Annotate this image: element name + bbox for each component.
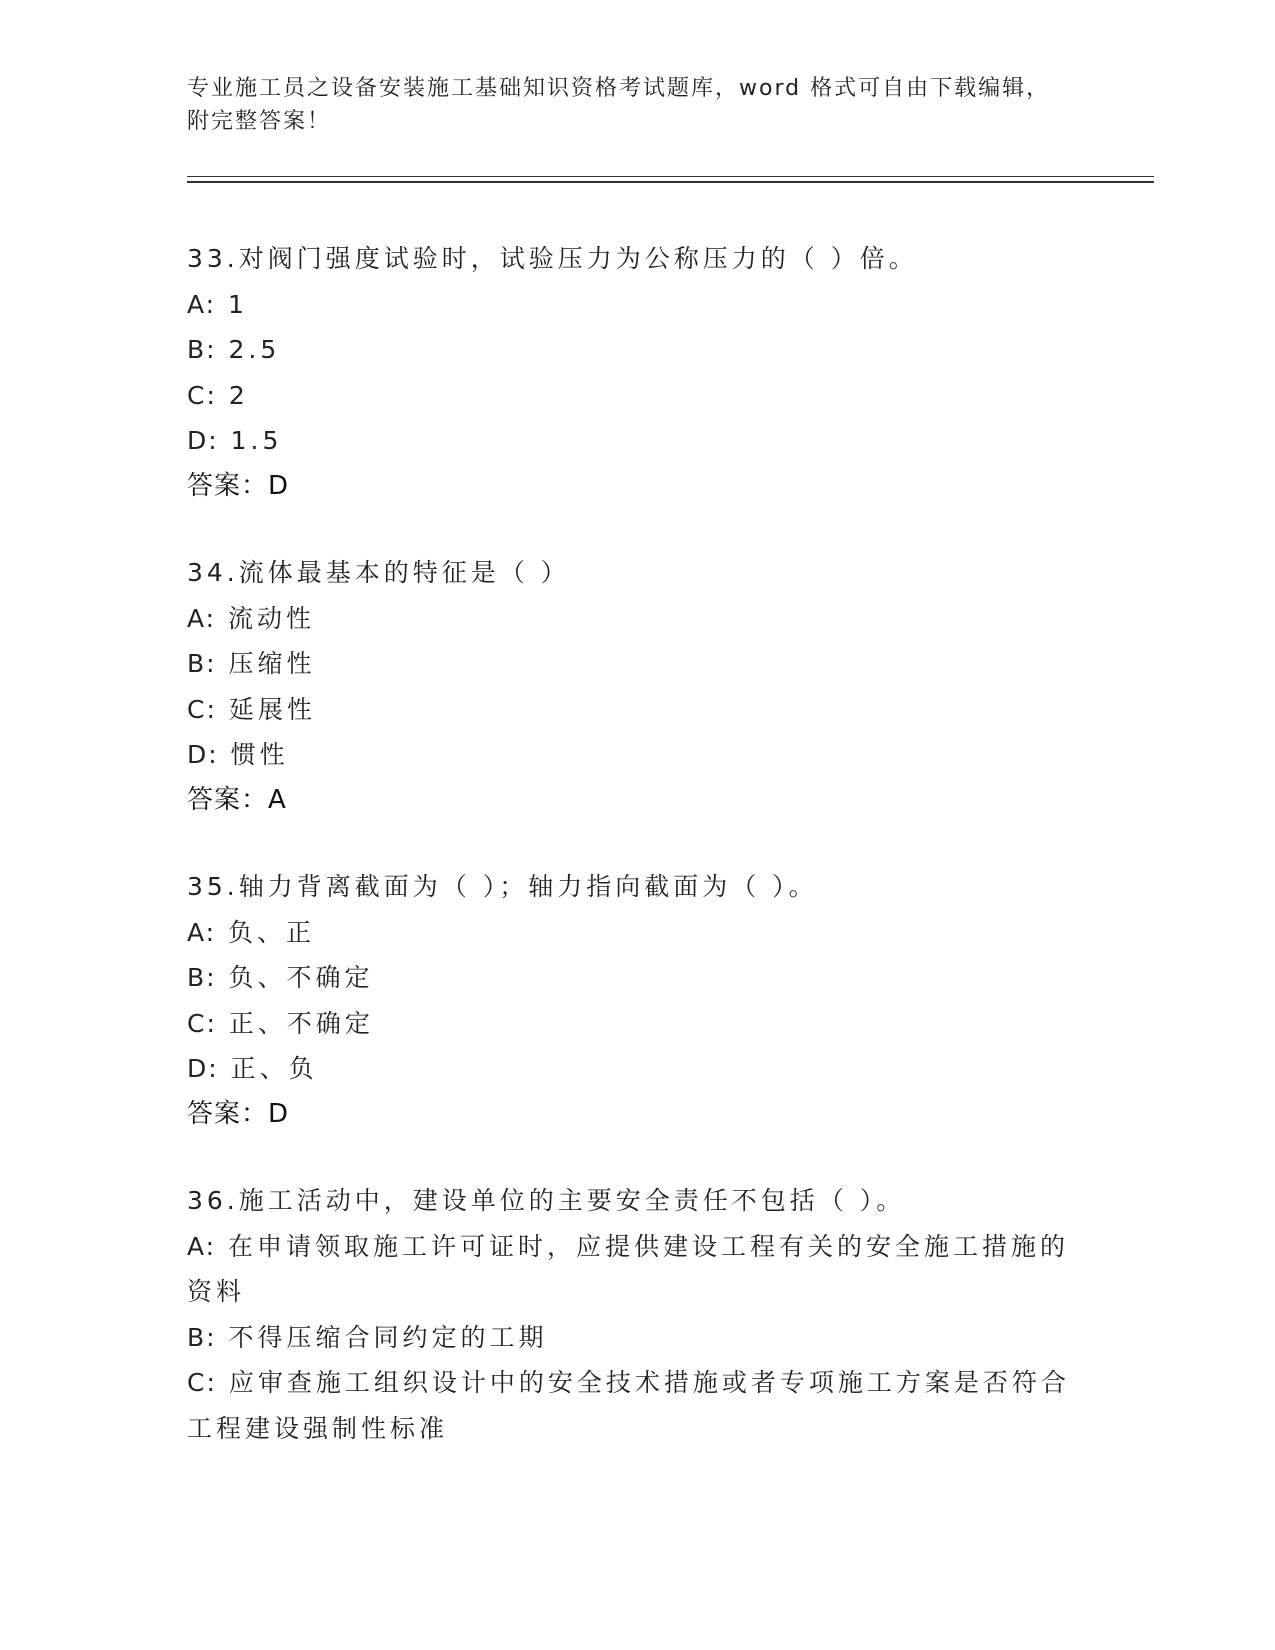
- answer-value: D: [268, 470, 290, 501]
- answer-value: A: [268, 784, 287, 815]
- option-key: D:: [187, 740, 219, 769]
- option-c: [187, 1360, 1087, 1451]
- option-a: [187, 1224, 1087, 1315]
- option-text: 流动性: [228, 603, 316, 633]
- question-title: 36.施工活动中，建设单位的主要安全责任不包括（ ）。: [187, 1186, 906, 1215]
- question-title: 33.对阀门强度试验时，试验压力为公称压力的（ ）倍。: [187, 244, 918, 273]
- option-text: 正、负: [230, 1054, 318, 1083]
- option-a: [187, 282, 1087, 328]
- question-list: [187, 236, 1087, 1492]
- header-rule-thin: [187, 176, 1154, 177]
- question-title: 34.流体最基本的特征是（ ）: [187, 558, 570, 587]
- option-text: 负、不确定: [228, 963, 374, 992]
- answer-label: 答案：: [187, 784, 269, 815]
- question-33: [187, 236, 1087, 509]
- question-35: [187, 864, 1087, 1137]
- option-b: [187, 1315, 1087, 1361]
- option-key: A:: [187, 289, 217, 319]
- option-key: C:: [187, 380, 217, 410]
- option-text: 1.5: [230, 426, 283, 455]
- answer-label: 答案：: [187, 1098, 269, 1129]
- answer-line: [187, 1092, 1087, 1138]
- option-a: [187, 596, 1087, 642]
- option-d: [187, 732, 1087, 778]
- question-34: [187, 550, 1087, 823]
- answer-line: [187, 778, 1087, 824]
- option-text: 负、正: [228, 917, 316, 947]
- answer-line: [187, 464, 1087, 510]
- option-a: [187, 910, 1087, 956]
- option-text: 不得压缩合同约定的工期: [228, 1322, 548, 1352]
- option-text: 2: [228, 380, 249, 410]
- option-key: C:: [187, 1368, 217, 1397]
- option-key: C:: [187, 694, 217, 724]
- option-key: B:: [187, 649, 217, 678]
- option-key: D:: [187, 1054, 219, 1083]
- answer-value: D: [268, 1098, 290, 1129]
- option-c: [187, 687, 1087, 733]
- option-b: [187, 327, 1087, 373]
- option-c: [187, 373, 1087, 419]
- option-key: B:: [187, 335, 217, 364]
- option-text: 应审查施工组织设计中的安全技术措施或者专项施工方案是否符合工程建设强制性标准: [187, 1368, 1070, 1443]
- option-d: [187, 418, 1087, 464]
- option-text: 延展性: [228, 694, 316, 724]
- option-text: 压缩性: [228, 649, 316, 678]
- option-d: [187, 1046, 1087, 1092]
- option-text: 1: [228, 289, 248, 319]
- header-rule-thick: [187, 181, 1154, 183]
- answer-label: 答案：: [187, 470, 269, 501]
- option-key: D:: [187, 426, 219, 455]
- header-line-1: 专业施工员之设备安装施工基础知识资格考试题库，word 格式可自由下载编辑，: [187, 76, 1051, 101]
- option-key: A:: [187, 603, 217, 633]
- option-b: [187, 641, 1087, 687]
- option-key: A:: [187, 917, 217, 947]
- option-text: 2.5: [228, 335, 281, 364]
- option-key: A:: [187, 1231, 217, 1261]
- header-line-2: 附完整答案！: [187, 109, 332, 134]
- option-b: [187, 955, 1087, 1001]
- option-c: [187, 1001, 1087, 1047]
- option-key: B:: [187, 963, 217, 992]
- option-key: C:: [187, 1008, 217, 1038]
- option-key: B:: [187, 1322, 217, 1352]
- option-text: 在申请领取施工许可证时，应提供建设工程有关的安全施工措施的资料: [187, 1231, 1070, 1306]
- option-text: 惯性: [230, 740, 289, 769]
- option-text: 正、不确定: [228, 1008, 374, 1038]
- document-header: [187, 72, 1087, 138]
- question-36: [187, 1178, 1087, 1451]
- question-title: 35.轴力背离截面为（ ）；轴力指向截面为（ ）。: [187, 872, 818, 901]
